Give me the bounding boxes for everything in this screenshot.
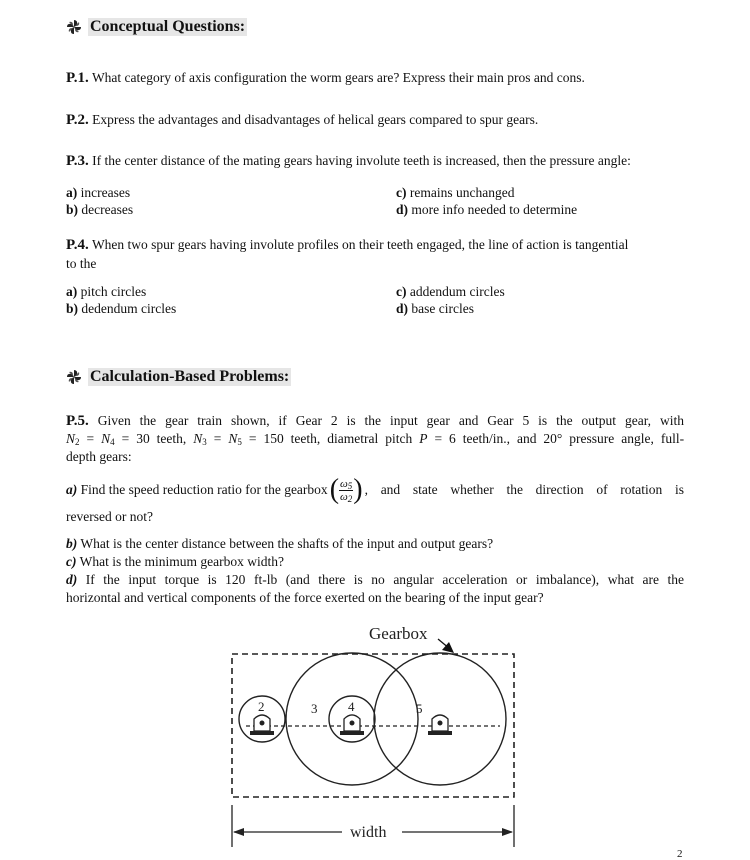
option-text: pitch circles bbox=[80, 284, 147, 299]
option-letter: b) bbox=[66, 202, 79, 217]
section-heading-calculation bbox=[66, 368, 291, 386]
subpart-d: d) If the input torque is 120 ft-lb (and there is no angular acceleration or imbalance), what are the horizontal and vertical components of the force exerted on the bearing of the input gear? bbox=[66, 572, 684, 605]
section-title: Conceptual Questions: bbox=[90, 18, 246, 35]
bearing-5 bbox=[428, 715, 452, 735]
question-text: If the center distance of the mating gears having involute teeth is increased, then the pressure angle: bbox=[92, 153, 631, 168]
option-item bbox=[66, 283, 146, 300]
question-p1 bbox=[66, 69, 686, 87]
gear-label: 5 bbox=[416, 701, 423, 716]
subpart-a-cont: reversed or not? bbox=[66, 509, 153, 524]
width-arrow-left bbox=[233, 828, 244, 836]
subpart-c: c) What is the minimum gearbox width? bbox=[66, 554, 284, 569]
option-text: decreases bbox=[81, 202, 134, 217]
gear-label: 4 bbox=[348, 699, 355, 714]
option-text: increases bbox=[80, 185, 131, 200]
option-text: base circles bbox=[411, 301, 474, 316]
question-p5 bbox=[66, 412, 684, 466]
option-item bbox=[396, 283, 505, 300]
question-text-line2: $N_2 = N_4 = 30$ teeth, $N_3 = N_5 = 150$ teeth, diametral pitch P = 6 teeth/in., and 20° pressure angle, full- bbox=[66, 431, 685, 447]
section-title: Calculation-Based Problems: bbox=[90, 368, 290, 385]
pinwheel-icon bbox=[66, 369, 82, 385]
option-item bbox=[66, 300, 176, 317]
section-heading-conceptual bbox=[66, 18, 247, 36]
option-text: remains unchanged bbox=[409, 185, 515, 200]
question-p2 bbox=[66, 111, 686, 129]
gear-label: 3 bbox=[311, 701, 318, 716]
option-letter: d) bbox=[396, 301, 409, 316]
question-text: Express the advantages and disadvantages of helical gears compared to spur gears. bbox=[92, 112, 539, 127]
question-text-line3: depth gears: bbox=[66, 449, 132, 464]
width-label: width bbox=[350, 824, 387, 841]
option-text: more info needed to determine bbox=[411, 202, 578, 217]
question-number: P.5. bbox=[66, 413, 89, 429]
page-number: 2 bbox=[677, 848, 683, 860]
option-item bbox=[66, 184, 130, 201]
question-text: When two spur gears having involute profiles on their teeth engaged, the line of action is tangential bbox=[91, 237, 629, 252]
option-letter: d) bbox=[396, 202, 409, 217]
option-item bbox=[396, 300, 474, 317]
option-item bbox=[396, 201, 577, 218]
subpart-a: a) Find the speed reduction ratio for the gearbox ( $\frac{\omega_5}{\omega_2}$ ) , and state whether the direction of rotation is bbox=[66, 474, 684, 505]
option-text: addendum circles bbox=[409, 284, 505, 299]
question-text-cont: to the bbox=[66, 256, 97, 271]
gear-train-figure bbox=[220, 615, 530, 850]
speed-ratio-fraction: ( $\frac{\omega_5}{\omega_2}$ ) bbox=[329, 474, 363, 505]
option-letter: b) bbox=[66, 301, 79, 316]
bearing-4 bbox=[340, 715, 364, 735]
question-text: What category of axis configuration the worm gears are? Express their main pros and cons. bbox=[91, 70, 585, 85]
question-p4 bbox=[66, 236, 686, 254]
option-text: dedendum circles bbox=[81, 301, 177, 316]
question-p3 bbox=[66, 152, 686, 170]
bearing-2 bbox=[250, 715, 274, 735]
question-number: P.3. bbox=[66, 153, 89, 169]
gear-label: 2 bbox=[258, 699, 265, 714]
pinwheel-icon bbox=[66, 19, 82, 35]
option-letter: a) bbox=[66, 284, 78, 299]
question-number: P.1. bbox=[66, 70, 89, 86]
question-number: P.4. bbox=[66, 237, 89, 253]
subpart-b: b) What is the center distance between the shafts of the input and output gears? bbox=[66, 536, 494, 551]
question-text: Given the gear train shown, if Gear 2 is the input gear and Gear 5 is the output gear, with bbox=[97, 413, 684, 428]
gearbox-label: Gearbox bbox=[369, 624, 428, 643]
option-letter: a) bbox=[66, 185, 78, 200]
option-item bbox=[396, 184, 514, 201]
option-letter: c) bbox=[396, 185, 407, 200]
width-arrow-right bbox=[502, 828, 513, 836]
option-letter: c) bbox=[396, 284, 407, 299]
option-item bbox=[66, 201, 133, 218]
question-number: P.2. bbox=[66, 112, 89, 128]
